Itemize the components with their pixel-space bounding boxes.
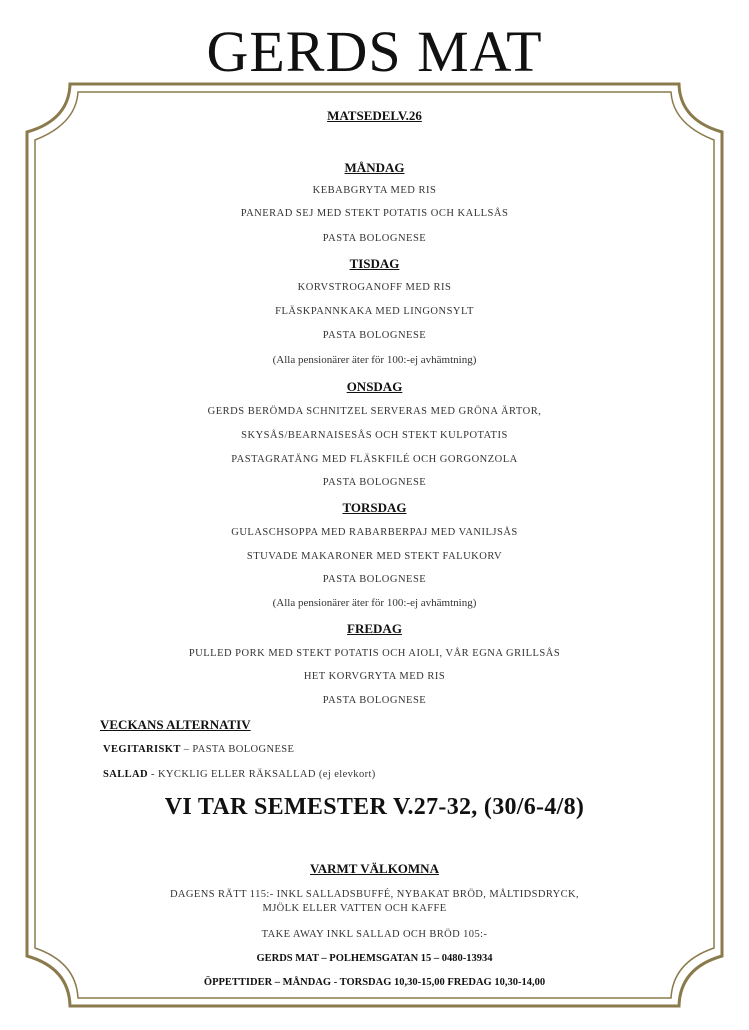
alternative-label: VEGITARISKT (103, 744, 181, 755)
dish: PASTAGRATÄNG MED FLÄSKFILÉ OCH GORGONZOLA (231, 454, 518, 465)
pensioner-note: (Alla pensionärer äter för 100:-ej avhämtning) (272, 354, 477, 366)
dish: GERDS BERÖMDA SCHNITZEL SERVERAS MED GRÖNA ÄRTOR, (207, 406, 542, 417)
day-heading-tisdag: TISDAG (349, 256, 400, 271)
price-info-line: DAGENS RÄTT 115:- INKL SALLADSBUFFÉ, NYBAKAT BRÖD, MÅLTIDSDRYCK, (169, 889, 580, 900)
dish: PULLED PORK MED STEKT POTATIS OCH AIOLI, VÅR EGNA GRILLSÅS (188, 648, 561, 659)
menu-week-heading: MATSEDELV.26 (327, 108, 422, 123)
restaurant-title: GERDS MAT (206, 19, 543, 84)
opening-hours: ÖPPETTIDER – MÅNDAG - TORSDAG 10,30-15,00 FREDAG 10,30-14,00 (203, 977, 546, 988)
dish: FLÄSKPANNKAKA MED LINGONSYLT (275, 306, 474, 317)
day-heading-torsdag: TORSDAG (342, 500, 407, 515)
dish: PASTA BOLOGNESE (322, 695, 427, 706)
dish: PASTA BOLOGNESE (322, 233, 427, 244)
dish: PASTA BOLOGNESE (322, 330, 427, 341)
dish: PASTA BOLOGNESE (322, 574, 427, 585)
dish: STUVADE MAKARONER MED STEKT FALUKORV (246, 551, 503, 562)
day-heading-onsdag: ONSDAG (346, 379, 403, 394)
dish: KEBABGRYTA MED RIS (312, 185, 437, 196)
address-line: GERDS MAT – POLHEMSGATAN 15 – 0480-13934 (256, 953, 493, 964)
price-info-line: MJÖLK ELLER VATTEN OCH KAFFE (262, 903, 447, 914)
alternative-text: - KYCKLIG ELLER RÄKSALLAD (ej elevkort) (148, 769, 376, 780)
alternative-label: SALLAD (103, 769, 148, 780)
dish: GULASCHSOPPA MED RABARBERPAJ MED VANILJSÅS (231, 527, 518, 538)
alternative-salad (103, 769, 376, 780)
dish: HET KORVGRYTA MED RIS (303, 671, 446, 682)
day-heading-fredag: FREDAG (347, 621, 402, 636)
alternative-text: – PASTA BOLOGNESE (180, 744, 295, 755)
dish: KORVSTROGANOFF MED RIS (297, 282, 452, 293)
dish: SKYSÅS/BEARNAISESÅS OCH STEKT KULPOTATIS (241, 430, 508, 441)
dish: PASTA BOLOGNESE (322, 477, 427, 488)
dish: PANERAD SEJ MED STEKT POTATIS OCH KALLSÅS (240, 208, 509, 219)
takeaway-info: TAKE AWAY INKL SALLAD OCH BRÖD 105:- (261, 929, 488, 940)
alternative-vegetarian (103, 744, 294, 755)
semester-announcement: VI TAR SEMESTER V.27-32, (30/6-4/8) (164, 794, 585, 820)
day-heading-mandag: MÅNDAG (344, 160, 405, 175)
pensioner-note: (Alla pensionärer äter för 100:-ej avhämtning) (272, 597, 477, 609)
welcome-heading: VARMT VÄLKOMNA (310, 861, 439, 876)
alternatives-heading: VECKANS ALTERNATIV (100, 717, 251, 732)
